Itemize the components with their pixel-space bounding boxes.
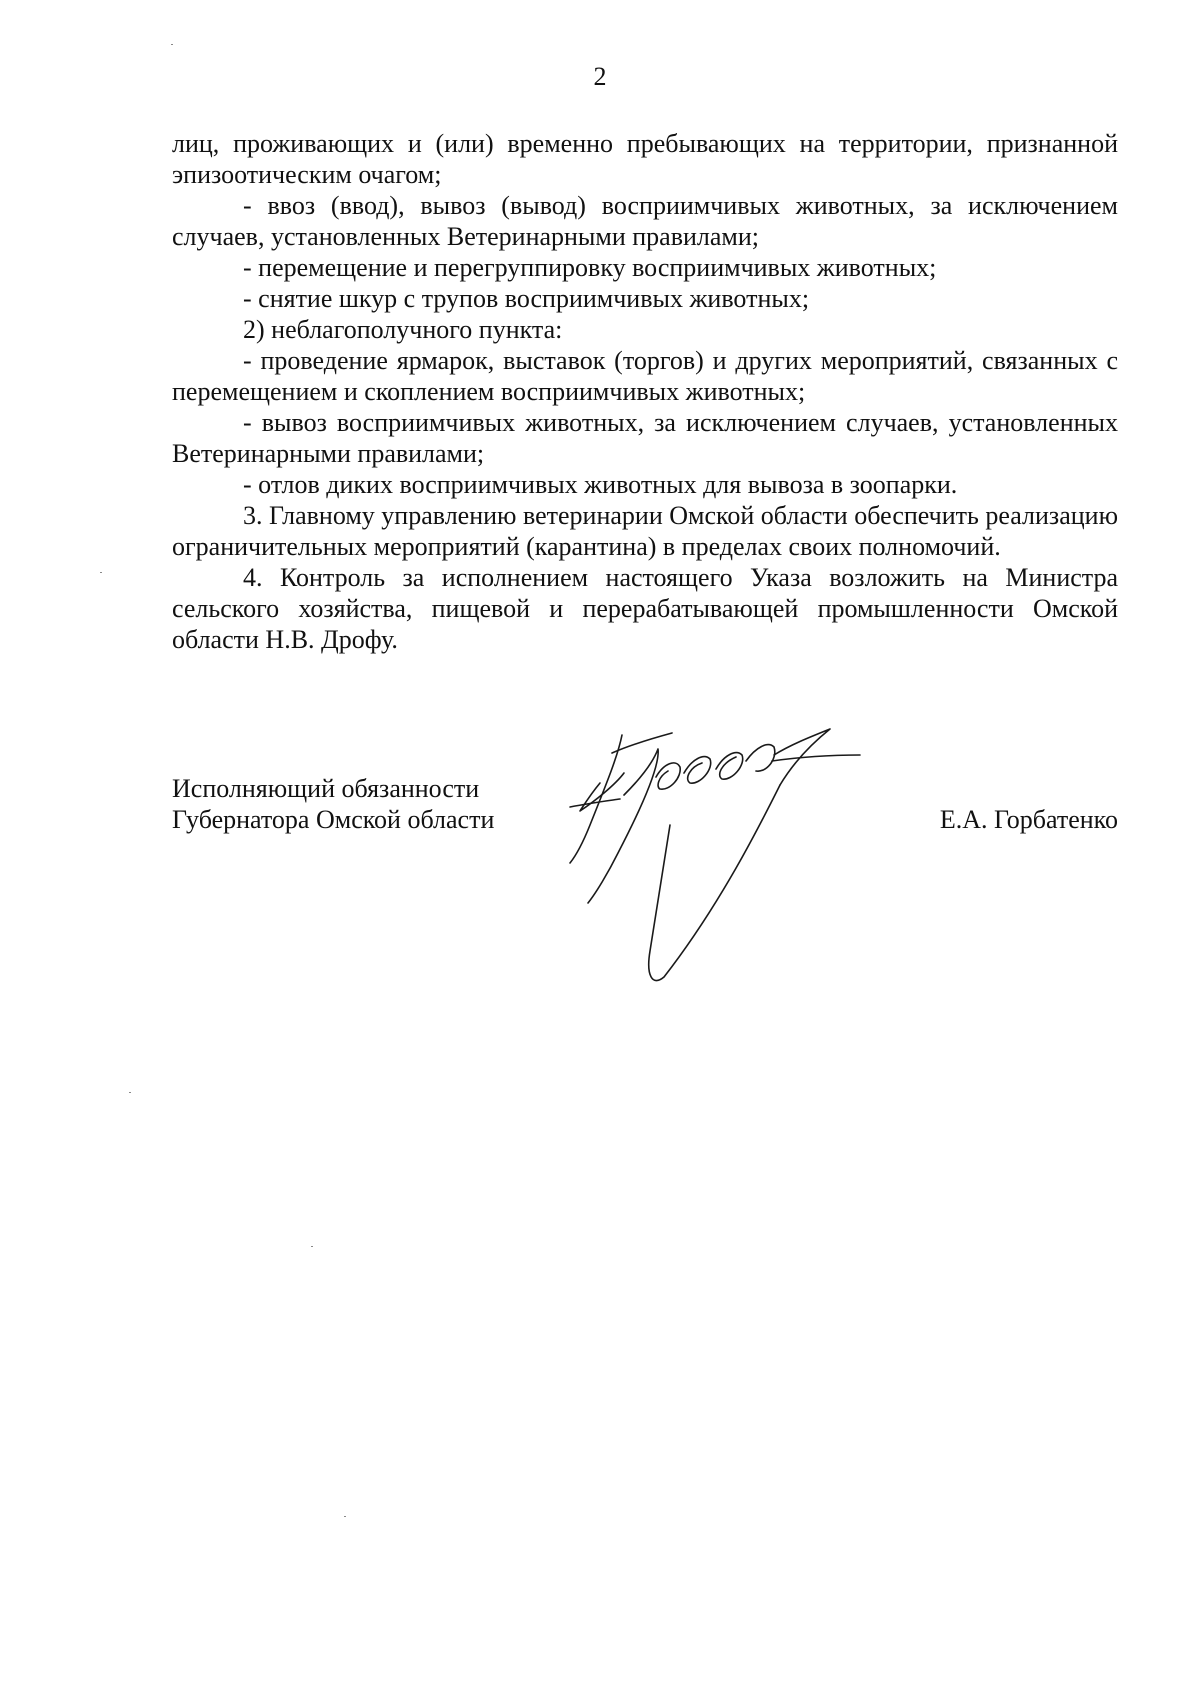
signatory-position-line1: Исполняющий обязанности [172, 774, 480, 803]
paragraph-continuation: лиц, проживающих и (или) временно пребывающих на территории, признанной эпизоотическим очагом; [172, 129, 1118, 189]
document-body [172, 128, 1118, 655]
scan-speck [100, 572, 102, 573]
paragraph-item-skinning: - снятие шкур с трупов восприимчивых животных; [243, 284, 810, 313]
signatory-position-line2: Губернатора Омской области [172, 805, 495, 834]
paragraph-item-removal: - вывоз восприимчивых животных, за исключением случаев, установленных Ветеринарными правилами; [172, 408, 1118, 468]
signatory-name: Е.А. Горбатенко [939, 805, 1118, 834]
paragraph-item-fairs: - проведение ярмарок, выставок (торгов) и других мероприятий, связанных с перемещением и скоплением восприимчивых животных; [172, 346, 1118, 406]
handwritten-signature [560, 725, 920, 985]
paragraph-item-relocation: - перемещение и перегруппировку восприимчивых животных; [243, 253, 937, 282]
paragraph-clause-3: 3. Главному управлению ветеринарии Омской области обеспечить реализацию ограничительных мероприятий (карантина) в пределах своих полномочий. [172, 501, 1118, 561]
page-number: 2 [593, 62, 607, 91]
scan-speck [171, 44, 173, 45]
paragraph-clause-4: 4. Контроль за исполнением настоящего Указа возложить на Министра сельского хозяйства, пищевой и перерабатывающей промышленности Омской области Н.В. Дрофу. [172, 563, 1118, 654]
scan-speck [344, 1516, 346, 1517]
scan-speck [129, 1092, 131, 1093]
paragraph-item-import-export: - ввоз (ввод), вывоз (вывод) восприимчивых животных, за исключением случаев, установленных Ветеринарными правилами; [172, 191, 1118, 251]
paragraph-subsection-2: 2) неблагополучного пункта: [243, 315, 563, 344]
paragraph-item-wild-capture: - отлов диких восприимчивых животных для вывоза в зоопарки. [243, 470, 958, 499]
scan-speck [311, 1246, 313, 1247]
signatory-position [172, 773, 494, 835]
